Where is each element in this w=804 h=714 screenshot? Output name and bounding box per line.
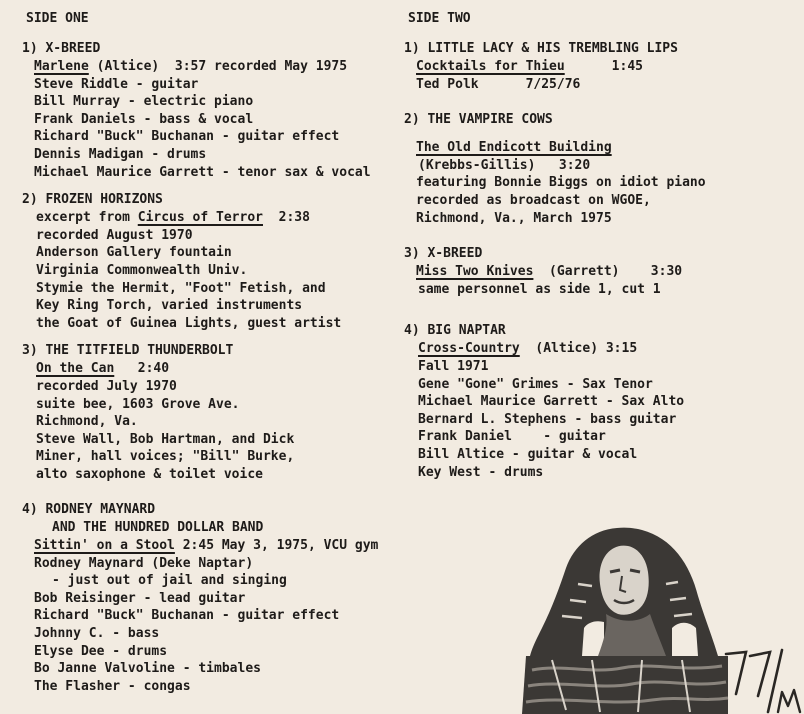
credit-line: Stymie the Hermit, "Foot" Fetish, and bbox=[36, 280, 326, 296]
track-title: 3) X-BREED bbox=[404, 246, 483, 262]
side-one-heading: SIDE ONE bbox=[26, 11, 89, 26]
credit-line: Bo Janne Valvoline - timbales bbox=[34, 661, 261, 677]
credit-line: featuring Bonnie Biggs on idiot piano bbox=[416, 175, 706, 191]
credit-line: recorded July 1970 bbox=[36, 378, 177, 394]
handwriting-seven-1 bbox=[726, 652, 746, 694]
song-line: Cocktails for Thieu 1:45 bbox=[416, 59, 643, 74]
side-one-column bbox=[22, 8, 402, 695]
credit-line: Bernard L. Stephens - bass guitar bbox=[418, 411, 677, 427]
credit-line: Gene "Gone" Grimes - Sax Tenor bbox=[418, 376, 653, 392]
song-title: Miss Two Knives bbox=[416, 264, 534, 280]
side-one-track-2 bbox=[22, 191, 402, 332]
credit-line: alto saxophone & toilet voice bbox=[36, 466, 263, 482]
credit-line: Michael Maurice Garrett - tenor sax & vocal bbox=[34, 164, 371, 180]
credit-line: Frank Daniels - bass & vocal bbox=[34, 111, 254, 127]
credit-line: Richmond, Va. bbox=[36, 414, 138, 430]
credit-line: Frank Daniel - guitar bbox=[418, 429, 606, 445]
side-one-track-4 bbox=[22, 501, 402, 695]
song-line: Sittin' on a Stool 2:45 May 3, 1975, VCU gym bbox=[34, 538, 379, 554]
song-title: The Old Endicott Building bbox=[416, 140, 612, 156]
credit-line: Bill Murray - electric piano bbox=[34, 94, 254, 110]
credit-line: Key Ring Torch, varied instruments bbox=[36, 298, 303, 314]
credit-line: (Krebbs-Gillis) 3:20 bbox=[418, 157, 591, 173]
credit-line: Anderson Gallery fountain bbox=[36, 245, 232, 261]
credit-line: Michael Maurice Garrett - Sax Alto bbox=[418, 394, 685, 410]
credit-line: Richmond, Va., March 1975 bbox=[416, 210, 612, 226]
side-two-track-2 bbox=[404, 111, 799, 227]
track-title: 1) X-BREED bbox=[22, 41, 101, 56]
credit-line: Dennis Madigan - drums bbox=[34, 146, 207, 162]
handwriting-seven-2 bbox=[750, 652, 770, 696]
credit-line: Richard "Buck" Buchanan - guitar effect bbox=[34, 608, 340, 624]
side-two-heading: SIDE TWO bbox=[408, 11, 471, 26]
credit-line: Miner, hall voices; "Bill" Burke, bbox=[36, 449, 295, 465]
credit-line: Fall 1971 bbox=[418, 358, 489, 374]
side-one-track-3 bbox=[22, 342, 402, 483]
credit-line: - just out of jail and singing bbox=[52, 573, 287, 589]
credit-line: Elyse Dee - drums bbox=[34, 643, 168, 659]
credit-line: Steve Wall, Bob Hartman, and Dick bbox=[36, 431, 295, 447]
credit-line: The Flasher - congas bbox=[34, 678, 191, 694]
credit-line: recorded August 1970 bbox=[36, 227, 193, 243]
credit-line: Bob Reisinger - lead guitar bbox=[34, 590, 246, 606]
credit-line: Virginia Commonwealth Univ. bbox=[36, 262, 248, 278]
song-title: Cocktails for Thieu bbox=[416, 59, 565, 74]
track-title: 4) RODNEY MAYNARD bbox=[22, 502, 156, 518]
face-shape bbox=[600, 546, 649, 615]
track-title: 2) FROZEN HORIZONS bbox=[22, 192, 163, 208]
credit-line: Johnny C. - bass bbox=[34, 626, 160, 642]
song-title: Cross-Country bbox=[418, 341, 520, 357]
credit-line: same personnel as side 1, cut 1 bbox=[418, 281, 661, 297]
side-two-column bbox=[404, 8, 799, 481]
credit-line: Bill Altice - guitar & vocal bbox=[418, 446, 638, 462]
credit-line: the Goat of Guinea Lights, guest artist bbox=[36, 315, 342, 331]
credit-line: Steve Riddle - guitar bbox=[34, 76, 199, 92]
song-title: Marlene bbox=[34, 59, 89, 74]
track-title: 4) BIG NAPTAR bbox=[404, 323, 506, 339]
song-line: Marlene (Altice) 3:57 recorded May 1975 bbox=[34, 59, 348, 74]
side-two-track-4 bbox=[404, 322, 799, 481]
handwriting-m bbox=[778, 690, 800, 712]
song-line: Miss Two Knives (Garrett) 3:30 bbox=[416, 264, 683, 280]
song-title: Circus of Terror bbox=[137, 210, 263, 226]
sphinx-illustration bbox=[522, 524, 732, 714]
credit-line: Ted Polk 7/25/76 bbox=[416, 76, 581, 92]
handwritten-note bbox=[722, 642, 804, 714]
track-title: 3) THE TITFIELD THUNDERBOLT bbox=[22, 343, 234, 359]
side-two-track-1 bbox=[404, 40, 799, 93]
song-title: Sittin' on a Stool bbox=[34, 538, 175, 554]
side-one-track-1 bbox=[22, 40, 402, 181]
track-title-line-2: AND THE HUNDRED DOLLAR BAND bbox=[52, 520, 264, 536]
song-line: excerpt from Circus of Terror 2:38 bbox=[36, 210, 310, 226]
song-line bbox=[404, 139, 799, 157]
side-two-track-3 bbox=[404, 245, 799, 298]
track-title: 2) THE VAMPIRE COWS bbox=[404, 112, 553, 128]
credit-line: suite bee, 1603 Grove Ave. bbox=[36, 396, 240, 412]
song-line: On the Can 2:40 bbox=[36, 361, 170, 377]
song-title: On the Can bbox=[36, 361, 115, 377]
credit-line: recorded as broadcast on WGOE, bbox=[416, 192, 651, 208]
credit-line: Richard "Buck" Buchanan - guitar effect bbox=[34, 129, 340, 145]
song-line: Cross-Country (Altice) 3:15 bbox=[418, 341, 638, 357]
credit-line: Rodney Maynard (Deke Naptar) bbox=[34, 555, 254, 571]
credit-line: Key West - drums bbox=[418, 464, 544, 480]
track-title: 1) LITTLE LACY & HIS TREMBLING LIPS bbox=[404, 41, 678, 56]
